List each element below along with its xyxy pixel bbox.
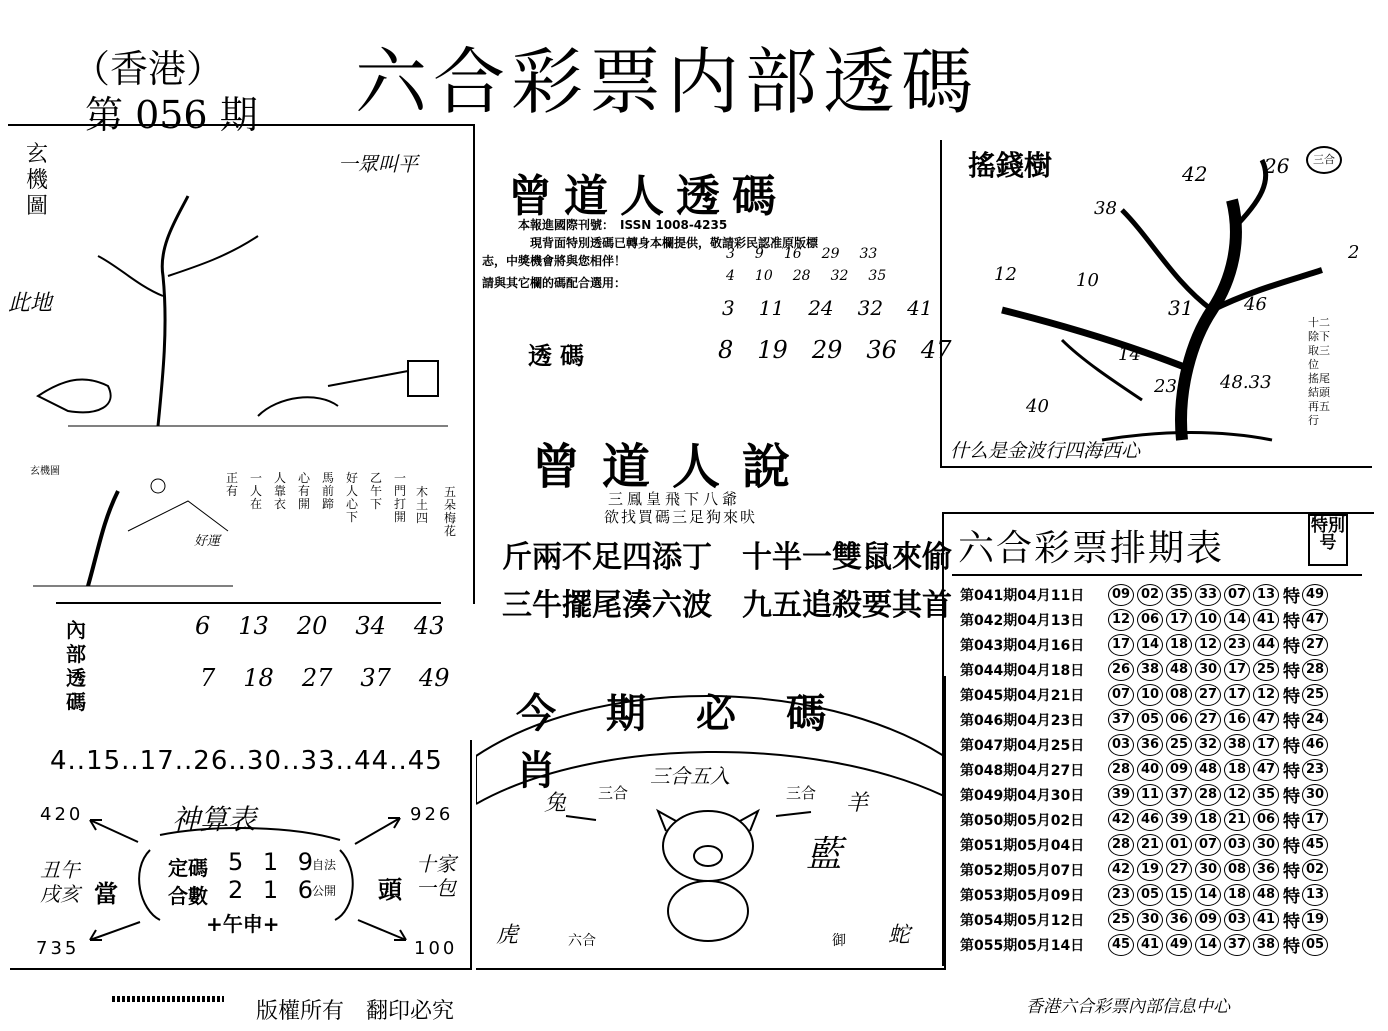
table-row — [960, 632, 1331, 657]
moneytree-title: 搖錢樹 — [968, 149, 1053, 182]
tree-num: 10 — [1076, 270, 1099, 291]
table-row — [960, 582, 1331, 607]
ball: 41 — [1137, 934, 1163, 956]
shuo-sub2: 欲找買碼三足狗來吠 — [604, 508, 758, 526]
page-title: 六合彩票内部透碼 — [355, 40, 980, 124]
special-ball: 49 — [1302, 584, 1328, 606]
hand-num: 4 — [726, 268, 735, 284]
ball: 40 — [1137, 759, 1163, 781]
table-row — [960, 607, 1331, 632]
row-label: 第047期04月25日 — [960, 737, 1085, 754]
next-title: 今期必碼肖 — [516, 690, 876, 794]
ball: 14 — [1137, 634, 1163, 656]
xuanji-label: 玄機圖 — [26, 142, 49, 219]
row-label: 第055期05月14日 — [960, 937, 1085, 954]
ball: 46 — [1137, 809, 1163, 831]
row-label: 第050期05月02日 — [960, 812, 1085, 829]
hand-num: 32 — [857, 296, 884, 320]
ball: 48 — [1253, 884, 1279, 906]
te-label: 特 — [1283, 712, 1300, 732]
ball: 37 — [1108, 709, 1134, 731]
special-ball: 47 — [1302, 609, 1328, 631]
ball: 47 — [1253, 759, 1279, 781]
next-she: 蛇 — [888, 923, 911, 948]
hand-num: 28 — [792, 268, 811, 284]
schedule-rows — [960, 582, 1370, 962]
row-label: 第041期04月11日 — [960, 587, 1085, 604]
poem-col-3: 一門打開 — [393, 471, 406, 524]
shensuan-title: 神算表 — [172, 803, 257, 836]
next-yang: 羊 — [846, 791, 869, 816]
table-row — [960, 707, 1331, 732]
row-label: 第051期05月04日 — [960, 837, 1085, 854]
shensuan-note1: 自法 — [312, 858, 337, 872]
table-row — [960, 857, 1331, 882]
neibu-num: 34 — [355, 612, 386, 640]
ball: 12 — [1108, 609, 1134, 631]
table-row — [960, 832, 1331, 857]
special-ball: 13 — [1302, 884, 1328, 906]
ball: 41 — [1253, 909, 1279, 931]
ball: 14 — [1195, 934, 1221, 956]
zengdao-hand-row2 — [726, 268, 886, 284]
ball: 17 — [1224, 659, 1250, 681]
ball: 49 — [1166, 934, 1192, 956]
poem-col-9: 一人在 — [249, 471, 262, 511]
ball: 38 — [1224, 734, 1250, 756]
shuo-sub1: 三鳳皇飛下八爺 — [608, 490, 742, 508]
shensuan-br: 100 — [414, 938, 458, 959]
ball: 16 — [1224, 709, 1250, 731]
ball: 39 — [1166, 809, 1192, 831]
hand-num: 24 — [808, 296, 834, 320]
ball: 48 — [1166, 659, 1192, 681]
row-label: 第043期04月16日 — [960, 637, 1085, 654]
special-ball: 25 — [1302, 684, 1328, 706]
poem-col-2: 木土四 — [415, 485, 428, 525]
ball: 45 — [1108, 934, 1134, 956]
ball: 42 — [1108, 809, 1134, 831]
ball: 26 — [1108, 659, 1134, 681]
ball: 28 — [1195, 784, 1221, 806]
zengdao-panel — [478, 150, 952, 390]
ding-label: 定碼 — [168, 856, 208, 880]
row-label: 第044期04月18日 — [960, 662, 1085, 679]
ball: 07 — [1224, 584, 1250, 606]
ball: 44 — [1253, 634, 1279, 656]
ball: 35 — [1166, 584, 1192, 606]
shuo-title: 曾道人說 — [532, 439, 813, 495]
ding-nums: 5 1 9 — [228, 848, 320, 876]
hand-num: 33 — [859, 246, 878, 262]
row-label: 第052期05月07日 — [960, 862, 1085, 879]
ball: 07 — [1195, 834, 1221, 856]
table-row — [960, 782, 1331, 807]
ball: 25 — [1108, 909, 1134, 931]
te-label: 特 — [1283, 737, 1300, 757]
special-ball: 28 — [1302, 659, 1328, 681]
ball: 38 — [1137, 659, 1163, 681]
hand-num: 29 — [811, 336, 843, 364]
ball: 17 — [1108, 634, 1134, 656]
neibu-num: 43 — [413, 612, 445, 640]
hand-num: 35 — [868, 268, 887, 284]
row-label: 第053期05月09日 — [960, 887, 1085, 904]
schedule-rule — [952, 574, 1362, 576]
te-label: 特 — [1283, 862, 1300, 882]
next-center: 三合五入 — [650, 764, 730, 788]
hand-num: 41 — [907, 296, 933, 320]
ball: 42 — [1108, 859, 1134, 881]
ball: 41 — [1253, 609, 1279, 631]
special-ball: 30 — [1302, 784, 1328, 806]
hand-num: 16 — [783, 246, 802, 262]
tree-num: 48.33 — [1220, 372, 1272, 393]
ball: 06 — [1137, 609, 1163, 631]
special-ball: 05 — [1302, 934, 1328, 956]
ball: 37 — [1166, 784, 1192, 806]
table-row — [960, 882, 1331, 907]
ball: 37 — [1224, 934, 1250, 956]
xuanji-drawing — [28, 176, 468, 446]
he-nums: 2 1 6 — [228, 876, 320, 904]
zengdao-line1: 本報進國際刊號： ISSN 1008-4235 — [518, 218, 728, 232]
tree-num: 2 — [1348, 242, 1360, 263]
issue-number: 第 056 期 — [85, 93, 258, 137]
ball: 07 — [1108, 684, 1134, 706]
te-label: 特 — [1283, 837, 1300, 857]
ball: 10 — [1195, 609, 1221, 631]
hand-num: 11 — [758, 296, 785, 320]
ball: 01 — [1166, 834, 1192, 856]
he-label: 合數 — [168, 884, 208, 908]
te-label: 特 — [1283, 912, 1300, 932]
ball: 17 — [1253, 734, 1279, 756]
zengdao-title: 曾道人透碼 — [508, 171, 788, 222]
ball: 10 — [1137, 684, 1163, 706]
te-label: 特 — [1283, 637, 1300, 657]
ball: 06 — [1166, 709, 1192, 731]
hand-num: 8 — [718, 336, 734, 364]
xuanji-small-label: 玄機圖 — [30, 466, 60, 477]
special-ball: 17 — [1302, 809, 1328, 831]
neibu-num: 27 — [301, 664, 333, 692]
schedule-title: 六合彩票排期表 — [958, 528, 1225, 569]
ball: 19 — [1137, 859, 1163, 881]
hand-num: 9 — [754, 246, 764, 262]
ball: 32 — [1195, 734, 1221, 756]
ball: 25 — [1166, 734, 1192, 756]
ball: 48 — [1195, 759, 1221, 781]
poem-col-6: 馬前蹄 — [321, 471, 334, 511]
te-label: 特 — [1283, 762, 1300, 782]
xuanji-panel — [8, 124, 475, 604]
row-label: 第042期04月13日 — [960, 612, 1085, 629]
ball: 14 — [1195, 884, 1221, 906]
ball: 47 — [1253, 709, 1279, 731]
ball: 03 — [1108, 734, 1134, 756]
shensuan-numbers: 4..15..17..26..30..33..44..45 — [50, 746, 443, 776]
next-sanhe2: 三合 — [786, 784, 817, 802]
next-lan: 藍 — [806, 834, 843, 875]
shensuan-left-hand: 丑午 戌亥 — [40, 858, 80, 906]
ball: 03 — [1224, 834, 1250, 856]
table-row — [960, 907, 1331, 932]
neibu-num: 6 — [195, 612, 211, 640]
hand-num: 47 — [920, 336, 952, 364]
footer-center: 香港六合彩票內部信息中心 — [1026, 997, 1230, 1017]
ball: 30 — [1195, 659, 1221, 681]
shensuan-right-char: 頭 — [378, 876, 402, 904]
zengdao-hand-row3 — [722, 296, 933, 320]
zengdao-line4: 請與其它欄的碼配合選用： — [482, 276, 627, 290]
xuanji-fig-text: 好運 — [194, 534, 221, 549]
hand-num: 32 — [830, 268, 849, 284]
schedule-special-label: 特別号 — [1308, 514, 1348, 566]
next-liuhe: 六合 — [568, 933, 596, 949]
ball: 13 — [1253, 584, 1279, 606]
special-ball: 02 — [1302, 859, 1328, 881]
te-label: 特 — [1283, 612, 1300, 632]
hand-num: 3 — [722, 296, 735, 320]
hand-num: 10 — [754, 268, 773, 284]
barcode — [112, 996, 224, 1002]
ball: 33 — [1195, 584, 1221, 606]
neibu-num: 20 — [296, 612, 328, 640]
neibu-panel — [40, 606, 450, 716]
tree-num: 46 — [1244, 294, 1267, 315]
ball: 23 — [1224, 634, 1250, 656]
hand-num: 19 — [757, 336, 788, 364]
neibu-row2 — [200, 664, 449, 692]
special-ball: 46 — [1302, 734, 1328, 756]
tree-num: 14 — [1118, 344, 1141, 365]
poem-col-10: 正有 — [225, 471, 238, 498]
shensuan-right-hand: 十家 一包 — [416, 852, 456, 900]
next-bottom: 御 — [832, 933, 846, 949]
hand-num: 36 — [866, 336, 897, 364]
moneytree-bottom: 什么是金波行四海西心 — [950, 440, 1141, 462]
ball: 30 — [1137, 909, 1163, 931]
schedule-panel — [942, 512, 1374, 966]
ball: 30 — [1253, 834, 1279, 856]
moneytree-right-note: 十二除下取三位 搖尾結頭再五行 — [1308, 316, 1330, 427]
table-row — [960, 757, 1331, 782]
xuanji-divider — [56, 602, 441, 604]
neibu-num: 13 — [238, 612, 269, 640]
next-panel — [476, 676, 946, 970]
tree-num: 31 — [1168, 296, 1194, 320]
shensuan-bottom: +午申+ — [206, 912, 280, 936]
row-label: 第054期05月12日 — [960, 912, 1085, 929]
neibu-num: 49 — [418, 664, 450, 692]
table-row — [960, 932, 1331, 957]
ball: 03 — [1224, 909, 1250, 931]
special-ball: 23 — [1302, 759, 1328, 781]
special-ball: 24 — [1302, 709, 1328, 731]
row-label: 第046期04月23日 — [960, 712, 1085, 729]
ball: 09 — [1108, 584, 1134, 606]
tree-num: 38 — [1094, 198, 1117, 219]
next-hu: 虎 — [496, 923, 519, 948]
xuanji-top-note: 一眾叫平 — [338, 152, 418, 176]
ball: 23 — [1108, 884, 1134, 906]
row-label: 第049期04月30日 — [960, 787, 1085, 804]
ball: 18 — [1224, 759, 1250, 781]
zengdao-line2: 現背面特別透碼已轉身本欄提供，敬請彩民認准原版標 — [530, 236, 819, 250]
shensuan-bl: 735 — [36, 938, 80, 959]
xuanji-side-note: 此地 — [8, 291, 53, 316]
ball: 36 — [1137, 734, 1163, 756]
moneytree-badge: 三合 — [1306, 146, 1342, 174]
tree-num: 42 — [1182, 162, 1208, 186]
next-tu: 兔 — [544, 791, 567, 816]
poem-col-8: 人靠衣 — [273, 471, 286, 511]
table-row — [960, 657, 1331, 682]
te-label: 特 — [1283, 812, 1300, 832]
te-label: 特 — [1283, 887, 1300, 907]
shuo-panel — [478, 420, 952, 630]
row-label: 第048期04月27日 — [960, 762, 1085, 779]
special-ball: 27 — [1302, 634, 1328, 656]
ball: 38 — [1253, 934, 1279, 956]
ball: 25 — [1253, 659, 1279, 681]
moneytree-panel — [940, 140, 1372, 468]
ball: 09 — [1166, 759, 1192, 781]
ball: 17 — [1224, 684, 1250, 706]
ball: 11 — [1137, 784, 1163, 806]
ball: 18 — [1166, 634, 1192, 656]
te-label: 特 — [1283, 787, 1300, 807]
ball: 14 — [1224, 609, 1250, 631]
ball: 27 — [1195, 684, 1221, 706]
shuo-poem2: 三牛擺尾湊六波 九五追殺要其首 — [502, 588, 952, 623]
ball: 18 — [1195, 809, 1221, 831]
zengdao-hand-row1 — [726, 246, 877, 262]
neibu-num: 7 — [200, 664, 216, 692]
ball: 05 — [1137, 709, 1163, 731]
zengdao-line3: 志，中獎機會將與您相伴！ — [482, 254, 627, 268]
table-row — [960, 732, 1331, 757]
footer-copyright: 版權所有 翻印必究 — [256, 999, 455, 1024]
ball: 35 — [1253, 784, 1279, 806]
ball: 18 — [1224, 884, 1250, 906]
hand-num: 29 — [821, 246, 840, 262]
neibu-num: 37 — [360, 664, 391, 692]
neibu-num: 18 — [243, 664, 274, 692]
shensuan-panel — [10, 740, 472, 970]
ball: 27 — [1166, 859, 1192, 881]
neibu-label: 內部透碼 — [66, 618, 86, 714]
shensuan-note2: 公開 — [312, 884, 337, 898]
te-label: 特 — [1283, 587, 1300, 607]
ball: 39 — [1108, 784, 1134, 806]
ball: 12 — [1195, 634, 1221, 656]
ball: 17 — [1166, 609, 1192, 631]
ball: 27 — [1195, 709, 1221, 731]
region-label: （香港） — [72, 47, 225, 91]
ball: 08 — [1224, 859, 1250, 881]
next-sanhe1: 三合 — [598, 784, 629, 802]
ball: 06 — [1253, 809, 1279, 831]
te-label: 特 — [1283, 687, 1300, 707]
poem-col-7: 心有開 — [297, 471, 310, 511]
ball: 36 — [1253, 859, 1279, 881]
ball: 15 — [1166, 884, 1192, 906]
ball: 36 — [1166, 909, 1192, 931]
neibu-row1 — [195, 612, 444, 640]
te-label: 特 — [1283, 937, 1300, 957]
te-label: 特 — [1283, 662, 1300, 682]
table-row — [960, 807, 1331, 832]
ball: 28 — [1108, 759, 1134, 781]
special-ball: 19 — [1302, 909, 1328, 931]
shensuan-left-char: 當 — [94, 880, 118, 908]
shuo-poem1: 斤兩不足四添丁 十半一雙鼠來偷 — [502, 540, 952, 575]
hand-num: 3 — [726, 246, 735, 262]
ball: 21 — [1224, 809, 1250, 831]
tree-num: 40 — [1026, 396, 1049, 417]
ball: 08 — [1166, 684, 1192, 706]
ball: 30 — [1195, 859, 1221, 881]
ball: 09 — [1195, 909, 1221, 931]
tree-num: 26 — [1264, 154, 1290, 178]
shensuan-tr: 926 — [410, 804, 454, 825]
ball: 05 — [1137, 884, 1163, 906]
table-row — [960, 682, 1331, 707]
poem-col-5: 好人心下 — [345, 471, 358, 524]
zengdao-bottom-label: 透碼 — [528, 342, 592, 370]
shensuan-tl: 420 — [40, 804, 84, 825]
zengdao-bottom-row — [718, 336, 951, 364]
poem-col-4: 乙午下 — [369, 471, 382, 511]
ball: 28 — [1108, 834, 1134, 856]
tree-num: 23 — [1154, 376, 1177, 397]
special-ball: 45 — [1302, 834, 1328, 856]
row-label: 第045期04月21日 — [960, 687, 1085, 704]
poem-col-1: 五朵梅花 — [443, 485, 456, 538]
ball: 21 — [1137, 834, 1163, 856]
ball: 12 — [1253, 684, 1279, 706]
ball: 02 — [1137, 584, 1163, 606]
ball: 12 — [1224, 784, 1250, 806]
tree-num: 12 — [994, 264, 1017, 285]
